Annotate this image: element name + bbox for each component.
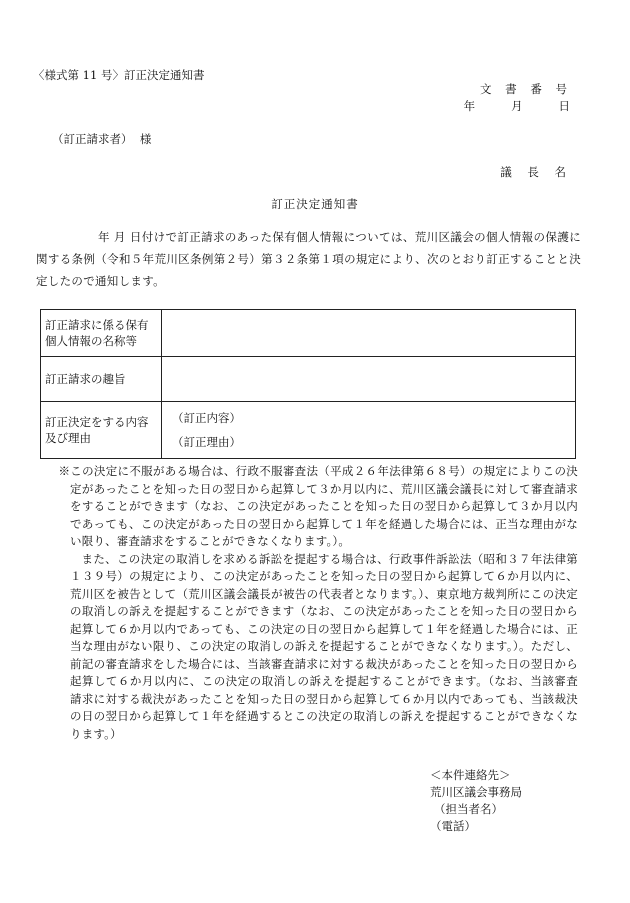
- date-month: 月: [511, 99, 525, 113]
- table-row: [41, 357, 576, 402]
- contact-person: （担当者名）: [434, 802, 503, 816]
- contact-block: [430, 767, 522, 835]
- correction-reason-label: （訂正理由）: [172, 435, 241, 449]
- row-label-decision: 訂正決定をする内容及び理由: [41, 402, 162, 459]
- correction-content-label: （訂正内容）: [172, 411, 241, 425]
- row-value-decision: [162, 402, 576, 459]
- table-row: [41, 402, 576, 459]
- appeal-note: ※この決定に不服がある場合は、行政不服審査法（平成２６年法律第６８号）の規定によりこの決定があったことを知った日の翌日から起算して３か月以内に、荒川区議会議長に対して審査請求をすることができます（なお、この決定があったことを知った日の翌日から起算して３か月以内であっても、この決定があった日の翌日から起算して１年を経過した場合には、正当な理由がない限り、審査請求をすることができなくなります。）。: [58, 464, 578, 548]
- contact-office: 荒川区議会事務局: [430, 785, 522, 799]
- date-day: 日: [558, 99, 572, 113]
- recipient-honorific: 様: [139, 132, 152, 146]
- recipient-name: （訂正請求者）: [52, 132, 133, 146]
- recipient-line: [52, 131, 151, 147]
- document-title: 訂正決定通知書: [271, 197, 359, 211]
- document-number-label: 文 書 番 号: [480, 82, 572, 96]
- chair-name-label: 議 長 名: [500, 165, 572, 179]
- row-value-purpose: [162, 357, 576, 402]
- date-year: 年: [463, 99, 478, 113]
- document-date: [464, 98, 572, 114]
- notes-section: [58, 463, 578, 743]
- row-value-info-name: [162, 310, 576, 357]
- table-row: [41, 310, 576, 357]
- notice-body: 年 月 日付けで訂正請求のあった保有個人情報については、荒川区議会の個人情報の保護に関する条例（令和５年荒川区条例第２号）第３２条第１項の規定により、次のとおり訂正することと決定したので通知します。: [36, 230, 581, 288]
- row-label-info-name: 訂正請求に係る保有個人情報の名称等: [41, 310, 162, 357]
- contact-phone: （電話）: [430, 819, 476, 833]
- lawsuit-note: また、この決定の取消しを求める訴訟を提起する場合は、行政事件訴訟法（昭和３７年法律第１３９号）の規定により、この決定があったことを知った日の翌日から起算して６か月以内に、荒川区を被告として（荒川区議会議長が被告の代表者となります。）、東京地方裁判所にこの決定の取消しの訴えを提起することができます（なお、この決定があったことを知った日の翌日から起算して６か月以内であっても、この決定の日の翌日から起算して１年を経過した場合には、正当な理由がない限り、この決定の取消しの訴えを提起することができなくなります。）。ただし、前記の審査請求をした場合には、当該審査請求に対する裁決があったことを知った日の翌日から起算して６か月以内に、この決定の取消しの訴えを提起することができます。（なお、当該審査請求に対する裁決があったことを知った日の翌日から起算して６か月以内であっても、当該裁決の日の翌日から起算して１年を経過するとこの決定の取消しの訴えを提起することができなくなります。）: [70, 551, 578, 741]
- row-label-purpose: 訂正請求の趣旨: [41, 357, 162, 402]
- correction-table: [40, 309, 576, 459]
- contact-heading: ＜本件連絡先＞: [430, 768, 511, 782]
- form-number: 〈様式第 11 号〉訂正決定通知書: [33, 68, 205, 82]
